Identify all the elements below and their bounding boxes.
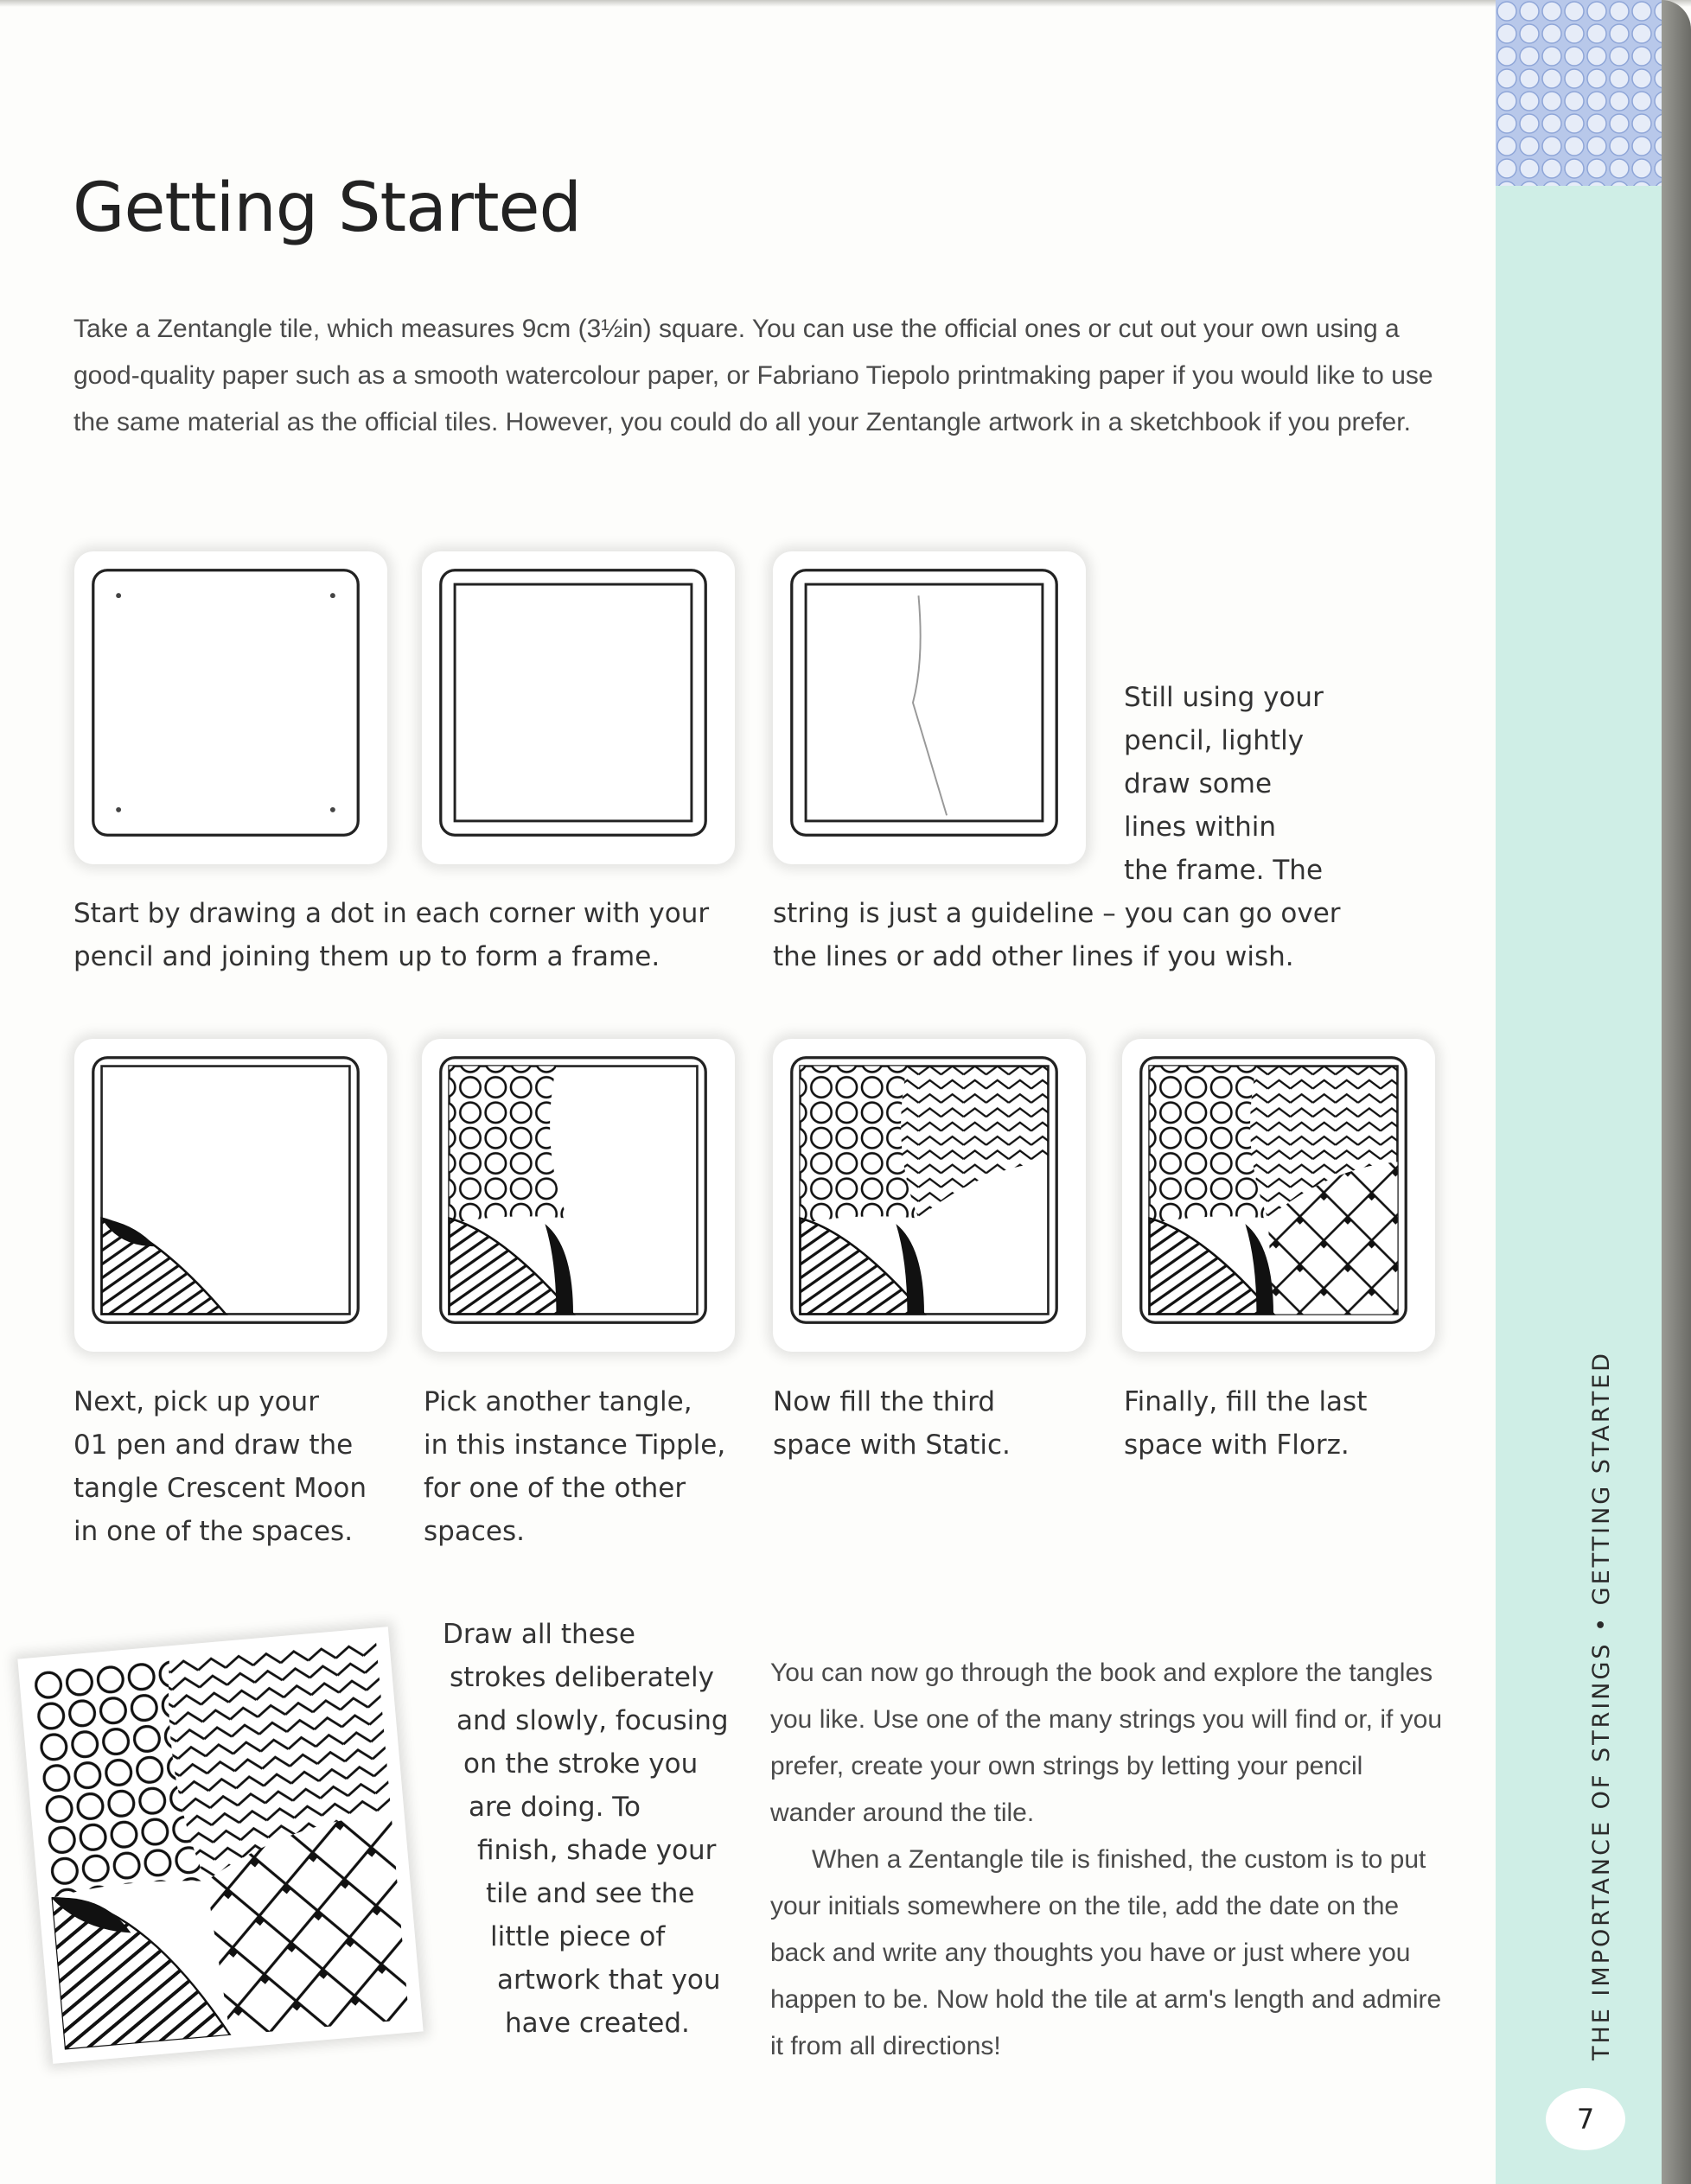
page-title: Getting Started [73,169,582,247]
tile-florz [1122,1039,1435,1352]
caption-line: in one of the spaces. [73,1516,354,1547]
intro-paragraph: Take a Zentangle tile, which measures 9cm (3½in) square. You can use the official ones or cut out your own using a good-quality paper such as a smooth watercolour paper, or Fabriano Tiepolo printmaking paper if you would like to use the same material as the official tiles. However, you could do all your Zentangle artwork in a sketchbook if you prefer. [73,315,1433,436]
side-tab [1496,0,1664,2184]
caption-line: artwork that you [497,1964,721,1996]
caption-final [443,1613,729,2045]
tile-static [773,1039,1086,1352]
caption-line: Draw all these [443,1619,635,1650]
caption-string-side [1124,676,1324,892]
caption-line: on the stroke you [463,1748,699,1780]
caption-line: have created. [505,2008,690,2039]
caption-step-5 [773,1380,1011,1467]
caption-line: in this instance Tipple, [424,1429,726,1461]
page-top-edge [0,0,1691,7]
caption-line: pencil, lightly [1124,725,1305,756]
finished-tile-image [17,1627,423,2064]
caption-line: draw some [1124,768,1273,799]
caption-line: and slowly, focusing [456,1705,729,1736]
tile-step-string [773,551,1086,864]
caption-line: the frame. The [1124,855,1324,886]
caption-line: for one of the other [424,1473,686,1504]
caption-line: string is just a guideline – you can go over [773,898,1341,929]
tile-step-dots-frame [74,551,387,864]
caption-line: Start by drawing a dot in each corner with your [73,898,710,929]
caption-line: tile and see the [486,1878,695,1909]
caption-line: lines within [1124,812,1276,843]
caption-step-2 [773,892,1341,978]
caption-line: little piece of [490,1921,666,1952]
caption-line: Still using your [1124,682,1324,713]
caption-line: tangle Crescent Moon [73,1473,367,1504]
tipple-pattern-decoration [1496,0,1664,186]
closing-paragraphs [770,1650,1453,2070]
section-running-head: THE IMPORTANCE OF STRINGS • GETTING STARTED [1588,1351,1615,2060]
caption-line: space with Static. [773,1429,1011,1461]
caption-line: Pick another tangle, [424,1386,692,1417]
closing-paragraph: When a Zentangle tile is finished, the custom is to put your initials somewhere on the tile, add the date on the back and write any thoughts you have or just where you happen to be. Now hold the tile at arm's length and admire it from all directions! [770,1845,1442,2060]
caption-line: spaces. [424,1516,525,1547]
caption-step-4 [424,1380,725,1553]
caption-line: pencil and joining them up to form a frame. [73,941,660,972]
caption-step-3 [73,1380,367,1553]
page-number: 7 [1546,2088,1625,2150]
tile-step-frame [422,551,735,864]
tile-tipple [422,1039,735,1352]
caption-line: finish, shade your [477,1835,717,1866]
caption-line: space with Florz. [1124,1429,1350,1461]
caption-line: Now fill the third [773,1386,995,1417]
caption-line: strokes deliberately [450,1662,714,1693]
caption-line: Next, pick up your [73,1386,319,1417]
caption-line: the lines or add other lines if you wish. [773,941,1294,972]
caption-line: 01 pen and draw the [73,1429,354,1461]
tile-crescent-moon [74,1039,387,1352]
book-edge [1662,0,1691,2184]
caption-line: are doing. To [469,1792,641,1823]
caption-step-1 [73,892,709,978]
closing-paragraph: You can now go through the book and explore the tangles you like. Use one of the many strings you will find or, if you prefer, create your own strings by letting your pencil wander around the tile. [770,1659,1443,1827]
caption-line: Finally, fill the last [1124,1386,1368,1417]
caption-step-6 [1124,1380,1367,1467]
